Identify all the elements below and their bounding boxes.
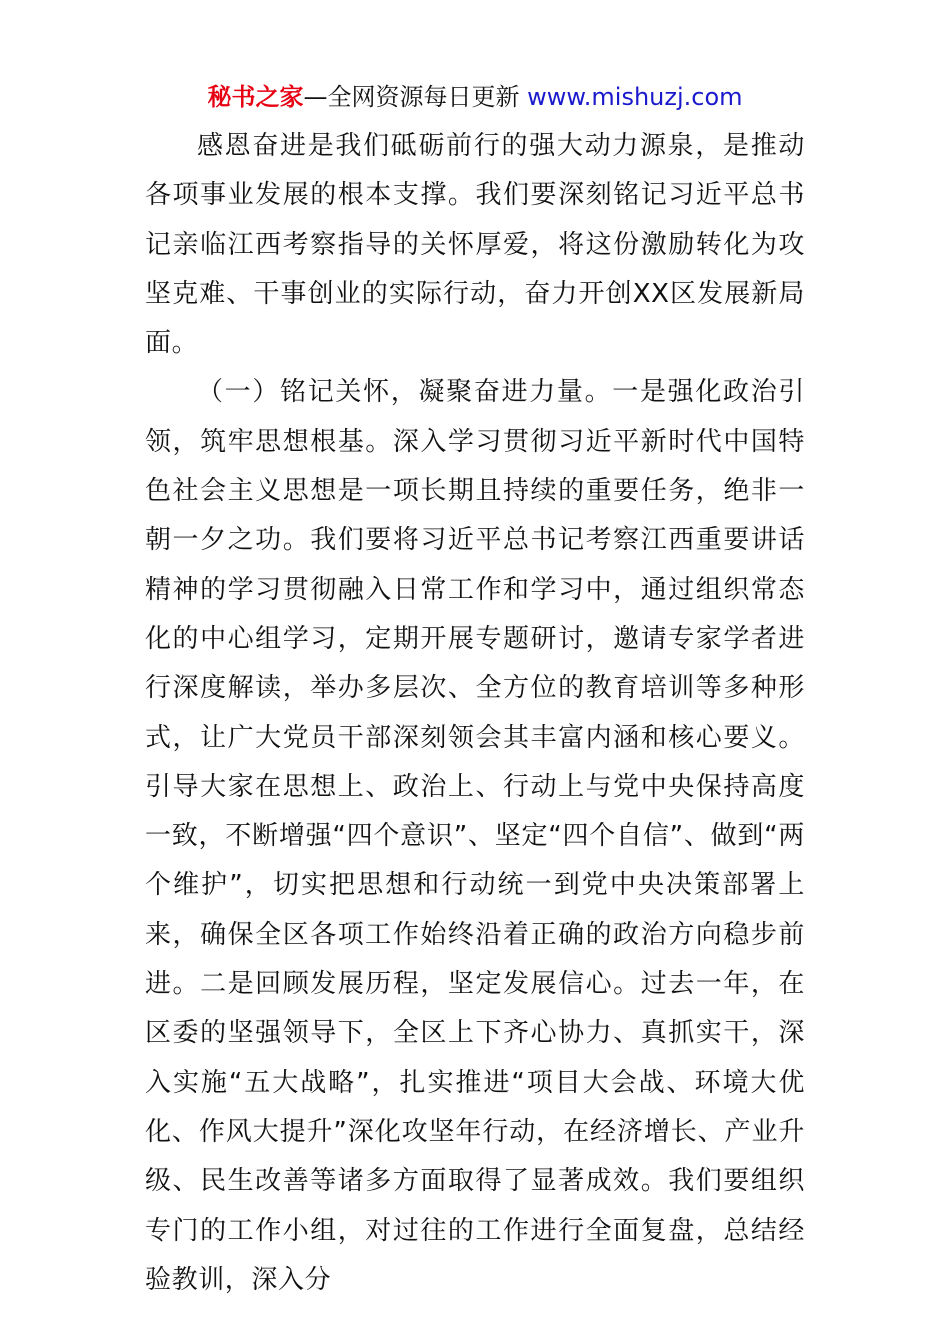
document-body (145, 122, 805, 1305)
paragraph-section-one: （一）铭记关怀，凝聚奋进力量。一是强化政治引领，筑牢思想根基。深入学习贯彻习近平新时代中国特色社会主义思想是一项长期且持续的重要任务，绝非一朝一夕之功。我们要将习近平总书记考察江西重要讲话精神的学习贯彻融入日常工作和学习中，通过组织常态化的中心组学习，定期开展专题研讨，邀请专家学者进行深度解读，举办多层次、全方位的教育培训等多种形式，让广大党员干部深刻领会其丰富内涵和核心要义。引导大家在思想上、政治上、行动上与党中央保持高度一致，不断增强“四个意识”、坚定“四个自信”、做到“两个维护”，切实把思想和行动统一到党中央决策部署上来，确保全区各项工作始终沿着正确的政治方向稳步前进。二是回顾发展历程，坚定发展信心。过去一年，在区委的坚强领导下，全区上下齐心协力、真抓实干，深入实施“五大战略”，扎实推进“项目大会战、环境大优化、作风大提升”深化攻坚年行动，在经济增长、产业升级、民生改善等诸多方面取得了显著成效。我们要组织专门的工作小组，对过往的工作进行全面复盘，总结经验教训，深入分 (145, 377, 805, 1295)
site-header (0, 80, 950, 114)
brand-name: 秘书之家 (207, 83, 304, 111)
paragraph-intro: 感恩奋进是我们砥砺前行的强大动力源泉，是推动各项事业发展的根本支撑。我们要深刻铭记习近平总书记亲临江西考察指导的关怀厚爱，将这份激励转化为攻坚克难、干事创业的实际行动，奋力开创XX区发展新局面。 (145, 131, 805, 359)
header-tagline: —全网资源每日更新 (303, 83, 528, 111)
website-url[interactable]: www.mishuzj.com (527, 83, 743, 111)
